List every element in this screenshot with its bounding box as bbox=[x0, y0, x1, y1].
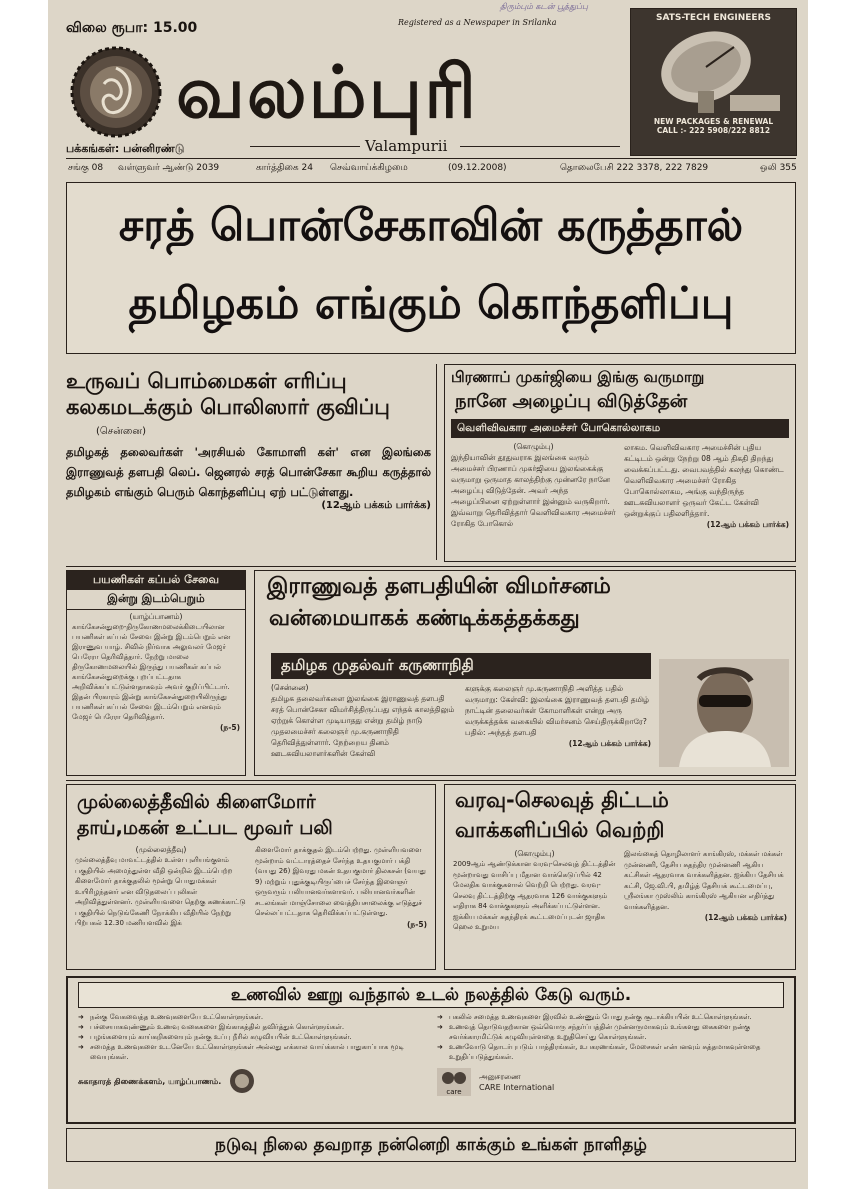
effigies-jump: (12ஆம் பக்கம் பார்க்க) bbox=[321, 500, 431, 511]
army-col-1: தமிழக தலைவர்களை இலங்கை இராணுவத் தளபதி சரத் பொன்சேகா விமர்சித்திருப்பது எந்தக் காலத்திலும் ஏற்றுக் கொள்ள முடியாதது என்று தமிழ் நாடு முதலமைச்சர் கலைஞர் மு.கருணாநிதி தெரிவித்துள்ளார். நேற்றைய தினம் ஊடகவியலாளர்களின் கேள்வி bbox=[271, 694, 455, 758]
budget-headline-1: வரவு-செலவுத் திட்டம் bbox=[455, 788, 669, 812]
lead-headline-line-1: சரத் பொன்சேகாவின் கருத்தால் bbox=[118, 200, 744, 251]
story-budget bbox=[444, 784, 796, 970]
ad-line-1: NEW PACKAGES & RENEWAL bbox=[653, 117, 774, 126]
story-mullaitivu bbox=[66, 784, 436, 970]
food-ad-right-item: ➜ பகலில் சமைத்த உணவுகளை இரவில் உண்ணும் போது நன்கு சூடாக்கியபின் உட்கொள்ளுங்கள். bbox=[437, 1012, 784, 1022]
dateline-volume: சங்கு 08 bbox=[68, 163, 104, 173]
army-headline-1: இராணுவத் தளபதியின் விமர்சனம் bbox=[267, 574, 611, 599]
newspaper-title: வலம்புரி bbox=[176, 50, 479, 134]
dateline-weekday: செவ்வாய்க்கிழமை bbox=[330, 163, 408, 173]
budget-headline-2: வாக்களிப்பில் வெற்றி bbox=[455, 818, 665, 842]
budget-col-1: 2009ஆம் ஆண்டுக்கான வரவு-செலவுத் திட்டத்தின் மூன்றாவது வாசிப்பு மீதான வாக்கெடுப்பில் 42 மேலதிக வாக்குகளால் வெற்றி பெற்றது. வரவு-செலவு திட்டத்திற்கு ஆதரவாக 126 வாக்குகளும் எதிராக 84 வாக்குகளும் அளிக்கப்பட்டுள்ளன. ஐக்கிய மக்கள் சுதந்திரக் கூட்டமைப்புடன் ஜாதிக ஹெல உறுமய bbox=[453, 860, 616, 931]
title-english: Valampurii bbox=[365, 137, 448, 155]
effigies-headline-2: கலகமடக்கும் பொலிஸார் குவிப்பு bbox=[66, 395, 390, 419]
army-subhead: தமிழக முதல்வர் கருணாநிதி bbox=[271, 653, 651, 679]
mullai-col-1: முல்லைத்தீவு மாவட்டத்தில் உள்ள புளியங்குளம் பகுதியில் அமைந்துள்ள வீதி ஒன்றில் இடம்பெற்ற கிளைமோர் தாக்குதலில் மூன்று பொதுமக்கள் உயிரிழந்தனர் என விடுதலைப் புலிகள் அறிவித்துள்ளனர். முள்ளியவளை தெற்கு கணக்காட்டு பகுதியில் நெடுங்கேணி நோக்கிய வீதியில் நேற்று பிற்பகல் 12.30 மணியளவில் இக் bbox=[75, 856, 246, 927]
pranab-headline-1: பிரணாப் முகர்ஜியை இங்கு வருமாறு bbox=[451, 368, 705, 386]
dateline-tamil-date: கார்த்திகை 24 bbox=[256, 163, 313, 173]
registration-note: Registered as a Newspaper in Srilanka bbox=[398, 18, 557, 27]
ferry-headline-1: பயணிகள் கப்பல் சேவை bbox=[67, 571, 245, 590]
page-count: பக்கங்கள்: பன்னிரண்டு bbox=[66, 142, 185, 155]
army-place: (சென்னை) bbox=[271, 683, 309, 692]
story-army-chief bbox=[254, 570, 796, 776]
food-ad-left-item: ➜ பழங்களையும் காய்கறிகளையும் நன்கு உப்பு நீரில் கழுவியபின் உட்கொள்ளுங்கள். bbox=[78, 1032, 425, 1042]
budget-place: (கொழும்பு) bbox=[514, 849, 555, 858]
section-rule bbox=[66, 566, 796, 567]
budget-jump: (12ஆம் பக்கம் பார்க்க) bbox=[704, 913, 787, 922]
dateline-phone: தொலைபேசி 222 3378, 222 7829 bbox=[560, 163, 709, 173]
food-ad-left-item: ➜ பச்சையாகவுண்ணும் உணவு வகைகளை இங்காகத்தில் தவிர்த்துக் கொள்ளுங்கள். bbox=[78, 1022, 425, 1032]
pranab-jump: (12ஆம் பக்கம் பார்க்க) bbox=[706, 520, 789, 529]
care-logo bbox=[437, 1068, 471, 1096]
effigies-headline-1: உருவப் பொம்மைகள் எரிப்பு bbox=[66, 369, 347, 393]
pranab-col-1: இந்தியாவின் தூதுவராக இலங்கை வரும் அமைச்சர் பிரணாப் முகர்ஜியை இலங்கைக்கு வருமாறு ஒருமாத காலத்திற்கு முன்னரே நானே அழைப்பு விடுத்தேன். அவர் அந்த அழைப்பினை ஏற்றுள்ளார் இன்னும் வருகிறார். இவ்வாறு தெரிவித்தார் வெளிவிவகார அமைச்சர் ரோகித போகொல் bbox=[451, 453, 616, 528]
footer-motto: நடுவு நிலை தவறாத நன்னெறி காக்கும் உங்கள் நாளிதழ் bbox=[215, 1135, 647, 1155]
handwritten-note: திரும்பும் கடன் பூத்துப்பு bbox=[500, 2, 588, 11]
care-hands-icon bbox=[437, 1068, 471, 1088]
story-effigies bbox=[66, 368, 431, 558]
lead-headline-box bbox=[66, 182, 796, 354]
lead-headline-line-2: தமிழகம் எங்கும் கொந்தளிப்பு bbox=[128, 278, 734, 329]
dateline-year: வள்ளுவர் ஆண்டு 2039 bbox=[118, 163, 220, 173]
food-ad-right-item: ➜ உணவோடு தொடர்புபடும் பாத்திரங்கள், உபகரணங்கள், மேசைகள் என்பனவும் சுத்தமாகவுள்ளதை உறுதிப்படுத்துங்கள். bbox=[437, 1042, 784, 1062]
effigies-place: (சென்னை) bbox=[96, 426, 146, 437]
story-ferry bbox=[66, 570, 246, 776]
column-divider bbox=[436, 364, 437, 560]
army-headline-2: வன்மையாகக் கண்டிக்கத்தக்கது bbox=[269, 606, 580, 631]
food-ad-sponsor-2-tamil: அனுசரணை bbox=[479, 1072, 521, 1081]
food-ad-sponsor-1: சுகாதாரத் திணைக்களம், யாழ்ப்பாணம். bbox=[78, 1076, 222, 1086]
mullai-jump: (ந-5) bbox=[407, 919, 427, 929]
effigies-body: தமிழகத் தலைவர்கள் 'அரசியல் கோமாளி கள்' என இலங்கை இராணுவத் தளபதி லெப். ஜெனரல் சரத் பொன்சேகா கூறிய கருத்தால் தமிழகம் எங்கும் பெரும் கொந்தளிப்பு ஏற் பட்டுள்ளது. bbox=[66, 445, 431, 499]
dateline-rule-top bbox=[66, 158, 796, 159]
food-ad-left-item: ➜ சமைத்த உணவுகளை உடனேயே உட்கொள்ளுங்கள் அல்லது எக்கால வாய்க்கால் பாதுகாப்பாக மூடி வையுங்கள். bbox=[78, 1042, 425, 1062]
ferry-headline-2: இன்று இடம்பெறும் bbox=[67, 590, 245, 610]
karunanidhi-photo bbox=[659, 659, 789, 767]
food-ad-sponsor-2: CARE International bbox=[479, 1083, 555, 1092]
budget-col-2: இலங்கைத் தொழிலாளர் காங்கிரஸ், மக்கள் மக்கள் முன்னணி, தேசிய சுதந்திர முன்னணி ஆகிய கட்சிகள் ஆதரவாக வாக்களித்தன. ஐக்கிய தேசியக் கட்சி, ஜே.வி.பி, தமிழ்த் தேசியக் கூட்டமைப்பு, ஸ்ரீலங்கா முஸ்லிம் காங்கிரஸ் ஆகியன எதிர்த்து வாக்களித்தன. bbox=[624, 850, 784, 911]
story-pranab bbox=[444, 364, 796, 562]
sats-tech-ad bbox=[630, 8, 797, 156]
dateline-date: (09.12.2008) bbox=[448, 163, 507, 173]
care-logo-text: care bbox=[446, 1088, 462, 1096]
mullai-headline-2: தாய்,மகன் உட்பட மூவர் பலி bbox=[77, 817, 333, 839]
satellite-dish-icon bbox=[634, 25, 794, 117]
mullai-col-2: கிளைமோர் தாக்குதல் இடம்பெற்றது. முள்ளியவளை மூன்றாம் வட்டாரத்தைச் சேர்ந்த உதயகுமார் பக்தி (வயது 26) இவரது மகன் உதயகுமார் திலகசன் (வயது 9) மற்றும் புதுக்குடியிருப்பைச் சேர்ந்த இளைஞர் ஒருவரும் பலியானவர்களாவர். பலியானவர்களின் சடலங்கள் மாஞ்சோலை வைத்தியசாலைக்கு எடுத்துச் செல்லப்பட்டதாக தெரிவிக்கப்பட்டுள்ளது. bbox=[255, 846, 426, 917]
ad-company: SATS-TECH ENGINEERS bbox=[656, 13, 771, 23]
ferry-jump: (ந-5) bbox=[220, 723, 240, 732]
price-label: விலை ரூபா: 15.00 bbox=[66, 20, 198, 36]
dateline-issue: ஒலி 355 bbox=[760, 163, 797, 173]
army-jump: (12ஆம் பக்கம் பார்க்க) bbox=[568, 739, 651, 748]
ad-line-2: CALL :- 222 5908/222 8812 bbox=[656, 126, 771, 135]
mullai-headline-1: முல்லைத்தீவில் கிளைமோர் bbox=[77, 791, 316, 813]
food-ad-right-list bbox=[437, 1012, 784, 1062]
pranab-place: (கொழும்பு) bbox=[513, 442, 554, 451]
food-ad-title: உணவில் ஊறு வந்தால் உடல் நலத்தில் கேடு வரும். bbox=[78, 982, 784, 1008]
title-rule-right bbox=[460, 146, 620, 147]
mullai-place: (முல்லைத்தீவு) bbox=[135, 845, 187, 854]
food-ad-right-item: ➜ உணவுத் தொடுவதற்கான ஒவ்வொரு சந்தர்ப்பத்தின் முன்னருமாகவும் உங்களது கைகளை நன்கு சவர்க்காரமிட்டுக் கழுவியுள்ளதை உறுதிசெய்து கொள்ளுங்கள். bbox=[437, 1022, 784, 1042]
pranab-subhead: வெளிவிவகார அமைச்சர் போகொல்லாகம bbox=[451, 419, 789, 438]
food-ad-left-list bbox=[78, 1012, 425, 1062]
title-rule-left bbox=[250, 146, 360, 147]
ferry-place: (யாழ்ப்பாணம்) bbox=[129, 612, 183, 621]
army-col-2: களுக்கு கலைஞர் மு.கருணாநிதி அளித்த பதில் வருமாறு: கேள்வி: இலங்கை இராணுவத் தளபதி தமிழ் நாட்டின் தலைவர்கள் கோமாளிகள் என்று அரு வருக்கத்தக்க வகையில் விமர்சனம் செய்திருக்கிறாரே? பதில்: அந்தத் தளபதி bbox=[465, 684, 650, 737]
food-ad-left-item: ➜ நன்கு வேகவைத்த உணவுகளையே உட்கொள்ளுங்கள். bbox=[78, 1012, 425, 1022]
footer-motto-box bbox=[66, 1128, 796, 1162]
conch-emblem-logo bbox=[68, 44, 164, 140]
pranab-col-2: லாகம. வெளிவிவகார அமைச்சின் புதிய கட்டிடம் ஒன்று நேற்று 08 ஆம் திகதி திறந்து வைக்கப்பட்டது. வைபவத்தில் கலந்து கொண்ட வெளிவிவகார அமைச்சர் ரோகித போகொல்லாகம, அங்கு வந்திருந்த ஊடகவியலாளர் ஒருவர் கேட்ட கேள்வி ஒன்றுக்குப் பதிலளித்தார். bbox=[624, 443, 784, 518]
food-safety-ad bbox=[66, 976, 796, 1124]
pranab-headline-2: நானே அழைப்பு விடுத்தேன் bbox=[455, 391, 688, 412]
ferry-body: காங்கேசன்துறை-திருகோணமலைக்கிடையிலான பயணிகள் கப்பல் சேவை இன்று இடம்பெறும் என இராணுவ யாழ். சிவில் நிர்வாக அலுவலர் மேஜர் பெரேரா தெரிவித்தார். நேற்று மாலை திருகோணமலையில் இருந்து பயணிகள் கப்பல் காங்கேசன்துறைக்கு புறப்பட்டதாக அறிவிக்கப்பட்டுள்ளதாகவும் அவர் குறிப்பிட்டார். இதன் பிரகாரம் இன்று காங்கேசன்துறையிலிருந்து பயணிகள் கப்பல் சேவை இடம்பெறும் எனவும் மேஜர் பெரேரா தெரிவித்தார். bbox=[72, 623, 231, 721]
government-emblem-icon bbox=[229, 1068, 255, 1094]
section-rule-2 bbox=[66, 780, 796, 781]
